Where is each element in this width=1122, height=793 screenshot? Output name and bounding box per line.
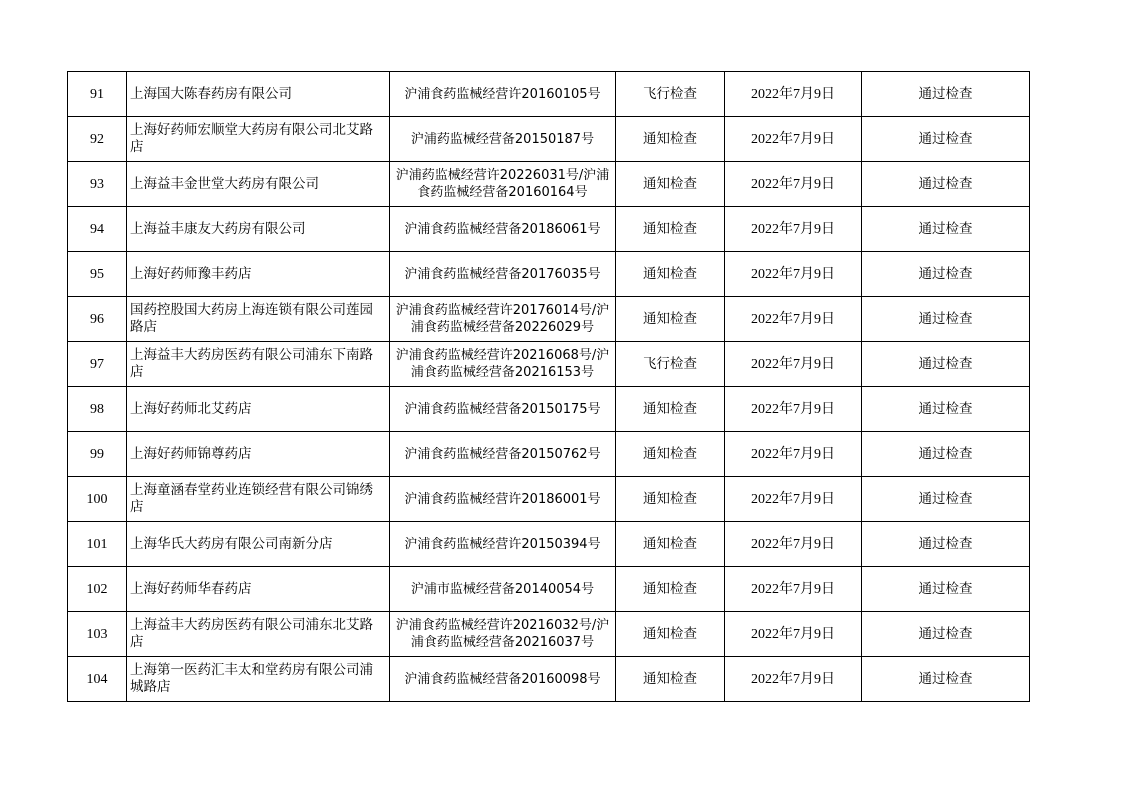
inspection-type-cell: 飞行检查: [616, 72, 725, 117]
license-number-cell: 沪浦药监械经营备20150187号: [390, 117, 616, 162]
license-number-cell: 沪浦食药监械经营许20150394号: [390, 522, 616, 567]
inspection-result-cell: 通过检查: [862, 207, 1030, 252]
table-row: [68, 252, 1030, 297]
license-number-cell: 沪浦食药监械经营许20216032号/沪浦食药监械经营备20216037号: [390, 612, 616, 657]
license-number-cell: 沪浦市监械经营备20140054号: [390, 567, 616, 612]
table-row: [68, 657, 1030, 702]
inspection-result-cell: 通过检查: [862, 567, 1030, 612]
company-name-cell: 上海华氏大药房有限公司南新分店: [127, 522, 390, 567]
inspection-table: [67, 71, 1030, 702]
inspection-result-cell: 通过检查: [862, 432, 1030, 477]
inspection-type-cell: 通知检查: [616, 657, 725, 702]
table-row: [68, 72, 1030, 117]
row-number-cell: 100: [68, 477, 127, 522]
table-row: [68, 387, 1030, 432]
row-number-cell: 96: [68, 297, 127, 342]
company-name-cell: 上海益丰大药房医药有限公司浦东下南路店: [127, 342, 390, 387]
company-name-cell: 上海第一医药汇丰太和堂药房有限公司浦城路店: [127, 657, 390, 702]
inspection-date-cell: 2022年7月9日: [725, 657, 862, 702]
inspection-date-cell: 2022年7月9日: [725, 567, 862, 612]
table-row: [68, 162, 1030, 207]
inspection-date-cell: 2022年7月9日: [725, 72, 862, 117]
row-number-cell: 95: [68, 252, 127, 297]
inspection-date-cell: 2022年7月9日: [725, 432, 862, 477]
table-row: [68, 612, 1030, 657]
inspection-result-cell: 通过检查: [862, 252, 1030, 297]
table-row: [68, 522, 1030, 567]
inspection-date-cell: 2022年7月9日: [725, 297, 862, 342]
company-name-cell: 上海益丰金世堂大药房有限公司: [127, 162, 390, 207]
row-number-cell: 101: [68, 522, 127, 567]
company-name-cell: 上海好药师华春药店: [127, 567, 390, 612]
inspection-result-cell: 通过检查: [862, 657, 1030, 702]
company-name-cell: 上海好药师豫丰药店: [127, 252, 390, 297]
license-number-cell: 沪浦食药监械经营备20176035号: [390, 252, 616, 297]
table-row: [68, 297, 1030, 342]
inspection-date-cell: 2022年7月9日: [725, 162, 862, 207]
inspection-result-cell: 通过检查: [862, 522, 1030, 567]
inspection-type-cell: 通知检查: [616, 522, 725, 567]
inspection-type-cell: 通知检查: [616, 117, 725, 162]
inspection-table-body: [68, 72, 1030, 702]
company-name-cell: 上海童涵春堂药业连锁经营有限公司锦绣店: [127, 477, 390, 522]
row-number-cell: 102: [68, 567, 127, 612]
row-number-cell: 99: [68, 432, 127, 477]
table-row: [68, 342, 1030, 387]
row-number-cell: 93: [68, 162, 127, 207]
inspection-date-cell: 2022年7月9日: [725, 117, 862, 162]
table-row: [68, 432, 1030, 477]
inspection-date-cell: 2022年7月9日: [725, 612, 862, 657]
row-number-cell: 98: [68, 387, 127, 432]
row-number-cell: 104: [68, 657, 127, 702]
inspection-date-cell: 2022年7月9日: [725, 252, 862, 297]
inspection-type-cell: 通知检查: [616, 297, 725, 342]
inspection-type-cell: 通知检查: [616, 387, 725, 432]
company-name-cell: 上海国大陈春药房有限公司: [127, 72, 390, 117]
license-number-cell: 沪浦食药监械经营许20216068号/沪浦食药监械经营备20216153号: [390, 342, 616, 387]
inspection-result-cell: 通过检查: [862, 342, 1030, 387]
inspection-date-cell: 2022年7月9日: [725, 522, 862, 567]
license-number-cell: 沪浦食药监械经营许20160105号: [390, 72, 616, 117]
row-number-cell: 97: [68, 342, 127, 387]
inspection-result-cell: 通过检查: [862, 162, 1030, 207]
company-name-cell: 上海好药师锦尊药店: [127, 432, 390, 477]
table-row: [68, 567, 1030, 612]
row-number-cell: 103: [68, 612, 127, 657]
inspection-result-cell: 通过检查: [862, 612, 1030, 657]
company-name-cell: 上海好药师宏顺堂大药房有限公司北艾路店: [127, 117, 390, 162]
inspection-result-cell: 通过检查: [862, 477, 1030, 522]
inspection-result-cell: 通过检查: [862, 117, 1030, 162]
license-number-cell: 沪浦食药监械经营备20160098号: [390, 657, 616, 702]
row-number-cell: 91: [68, 72, 127, 117]
inspection-result-cell: 通过检查: [862, 387, 1030, 432]
license-number-cell: 沪浦药监械经营许20226031号/沪浦食药监械经营备20160164号: [390, 162, 616, 207]
inspection-date-cell: 2022年7月9日: [725, 207, 862, 252]
inspection-type-cell: 通知检查: [616, 207, 725, 252]
inspection-type-cell: 通知检查: [616, 432, 725, 477]
license-number-cell: 沪浦食药监械经营备20150762号: [390, 432, 616, 477]
company-name-cell: 上海好药师北艾药店: [127, 387, 390, 432]
table-row: [68, 117, 1030, 162]
table-row: [68, 477, 1030, 522]
inspection-result-cell: 通过检查: [862, 297, 1030, 342]
license-number-cell: 沪浦食药监械经营备20186061号: [390, 207, 616, 252]
inspection-date-cell: 2022年7月9日: [725, 342, 862, 387]
row-number-cell: 92: [68, 117, 127, 162]
company-name-cell: 上海益丰康友大药房有限公司: [127, 207, 390, 252]
inspection-type-cell: 通知检查: [616, 477, 725, 522]
inspection-date-cell: 2022年7月9日: [725, 477, 862, 522]
license-number-cell: 沪浦食药监械经营备20150175号: [390, 387, 616, 432]
inspection-result-cell: 通过检查: [862, 72, 1030, 117]
license-number-cell: 沪浦食药监械经营许20176014号/沪浦食药监械经营备20226029号: [390, 297, 616, 342]
inspection-type-cell: 通知检查: [616, 252, 725, 297]
inspection-type-cell: 飞行检查: [616, 342, 725, 387]
row-number-cell: 94: [68, 207, 127, 252]
table-row: [68, 207, 1030, 252]
inspection-type-cell: 通知检查: [616, 162, 725, 207]
company-name-cell: 上海益丰大药房医药有限公司浦东北艾路店: [127, 612, 390, 657]
license-number-cell: 沪浦食药监械经营许20186001号: [390, 477, 616, 522]
inspection-type-cell: 通知检查: [616, 612, 725, 657]
inspection-date-cell: 2022年7月9日: [725, 387, 862, 432]
inspection-type-cell: 通知检查: [616, 567, 725, 612]
company-name-cell: 国药控股国大药房上海连锁有限公司莲园路店: [127, 297, 390, 342]
